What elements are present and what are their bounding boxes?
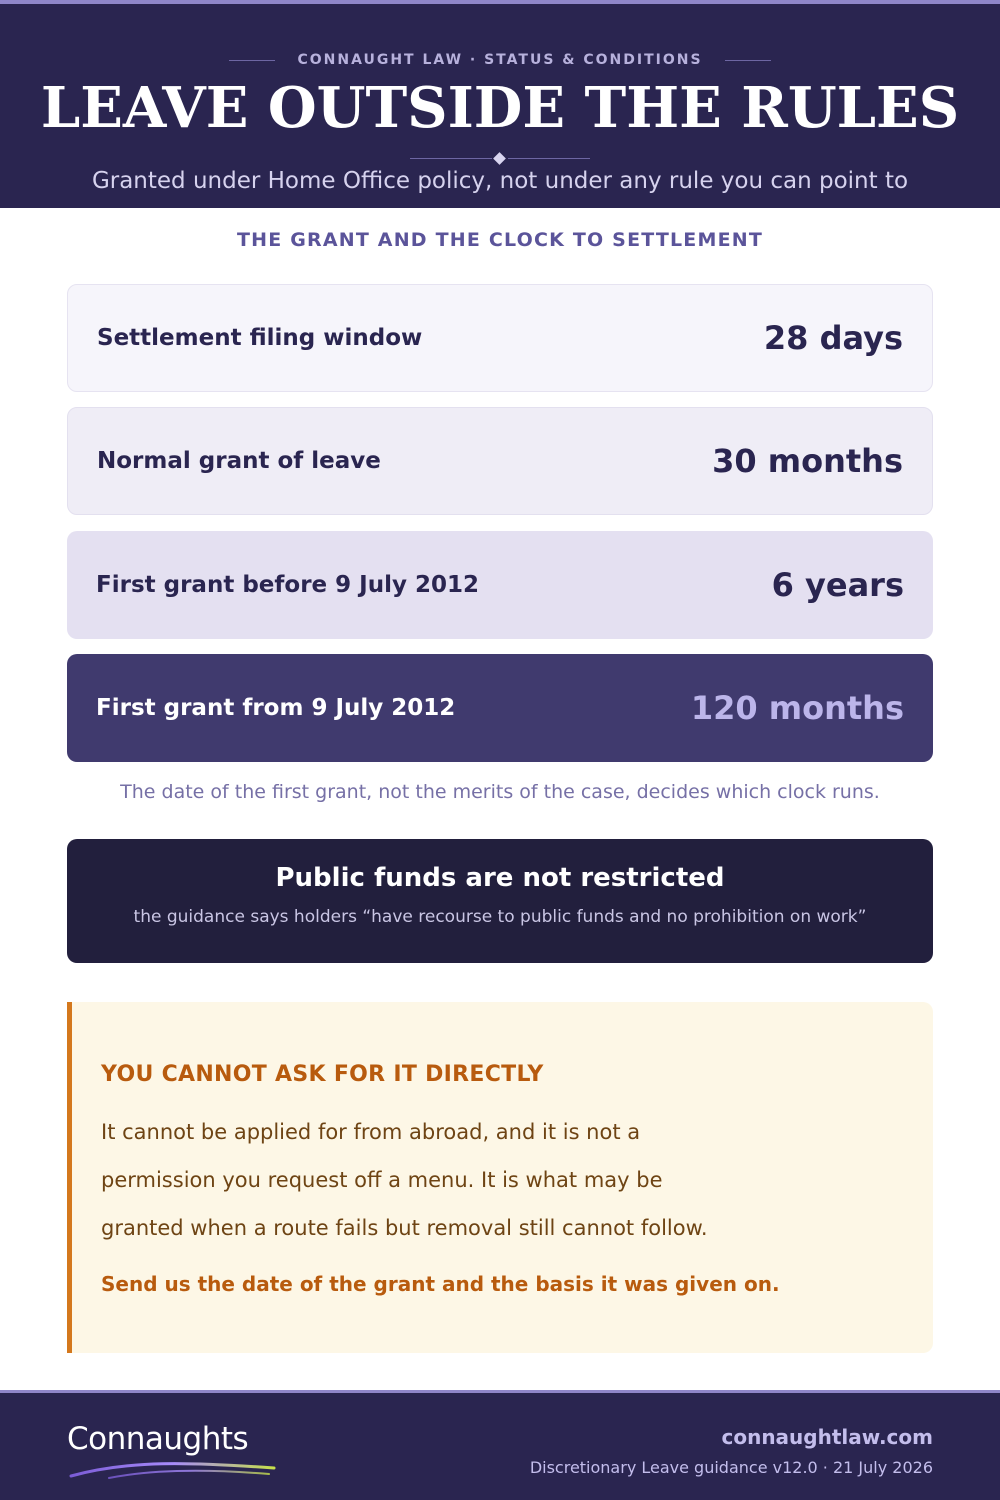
- warning-call-to-action: Send us the date of the grant and the basis it was given on.: [101, 1272, 780, 1296]
- logo-swoosh-icon: [69, 1458, 279, 1480]
- callout-quote: the guidance says holders “have recourse to public funds and no prohibition on work”: [133, 907, 867, 927]
- page-title: LEAVE OUTSIDE THE RULES: [40, 75, 960, 141]
- page-header: [0, 0, 1000, 208]
- fact-value: 28 days: [763, 319, 903, 357]
- fact-value: 6 years: [771, 566, 904, 604]
- kicker-row: [0, 50, 1000, 70]
- fact-row-normal-grant: [67, 407, 933, 515]
- website-link[interactable]: connaughtlaw.com: [721, 1425, 933, 1449]
- fact-row-filing-window: [67, 284, 933, 392]
- fact-label: First grant from 9 July 2012: [96, 695, 456, 721]
- fact-value: 30 months: [712, 442, 903, 480]
- guidance-version: Discretionary Leave guidance v12.0 · 21 July 2026: [529, 1458, 933, 1477]
- clock-note: The date of the first grant, not the merits of the case, decides which clock runs.: [120, 781, 880, 803]
- page-subtitle: Granted under Home Office policy, not under any rule you can point to: [91, 168, 909, 194]
- diamond-divider-icon: [410, 153, 590, 165]
- warning-box: [67, 1002, 933, 1353]
- callout-title: Public funds are not restricted: [275, 863, 725, 893]
- public-funds-callout: [67, 839, 933, 963]
- kicker-rule-right: [725, 60, 771, 61]
- brand-logo: Connaughts: [67, 1421, 249, 1457]
- fact-label: Settlement filing window: [97, 325, 423, 351]
- page-footer: [0, 1390, 1000, 1500]
- section-heading: THE GRANT AND THE CLOCK TO SETTLEMENT: [236, 229, 764, 251]
- fact-row-before-2012: [67, 531, 933, 639]
- fact-value: 120 months: [690, 689, 904, 727]
- fact-label: Normal grant of leave: [97, 448, 381, 474]
- fact-label: First grant before 9 July 2012: [96, 572, 479, 598]
- fact-row-from-2012: [67, 654, 933, 762]
- warning-title: YOU CANNOT ASK FOR IT DIRECTLY: [101, 1062, 544, 1087]
- header-kicker: CONNAUGHT LAW · STATUS & CONDITIONS: [297, 52, 703, 68]
- warning-body: It cannot be applied for from abroad, and it is not a permission you request off a menu. It is what may be granted when a route fails but removal still cannot follow.: [101, 1120, 708, 1240]
- kicker-rule-left: [229, 60, 275, 61]
